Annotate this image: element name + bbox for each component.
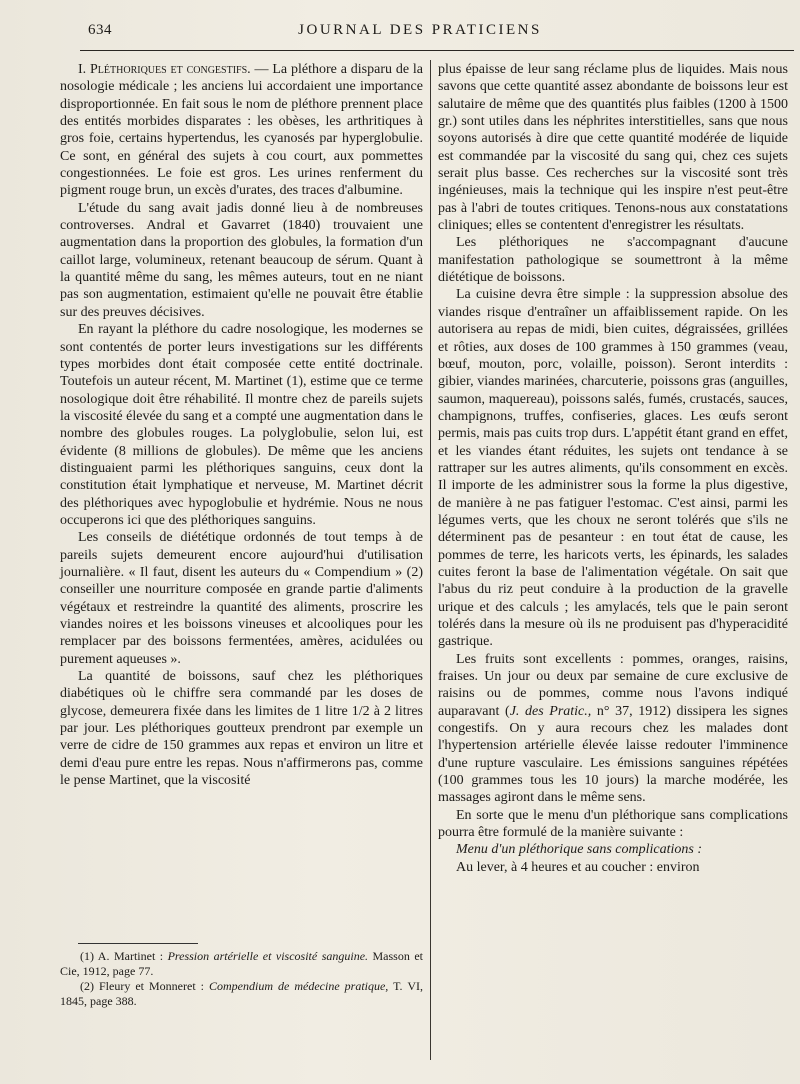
paragraph-plethoriques: I. Pléthoriques et congestifs. — La pléthore a disparu de la nosologie médicale ; les anciens lui accordaient une importance disproportionnée. En fait sous le nom de pléthore prennent place des entités morbides disparates : les obèses, les arthritiques à gros foie, certains hypertendus, les cyanosés par hyperglobulie. Ce sont, en général des sujets à cou court, aux pommettes congestionnées. Le foie est gros. Les urines renferment du pigment rouge brun, un excès d'urates, des traces d'albumine. xyxy=(60,62,423,199)
paragraph-nosologie: En rayant la pléthore du cadre nosologique, les modernes se sont contentés de porter leurs investigations sur les différents types morbides dont était composée cette entité doctrinale. Toutefois un auteur récent, M. Martinet (1), estime que ce terme nosologique doit être réhabilité. Il montre chez de pareils sujets la viscosité élevée du sang et a compté une augmentation dans le nombre des globules rouges. La polyglobulie, selon lui, est évidente (8 millions de globules). De même que les anciens distinguaient parmi les pléthoriques sanguins, ceux dont la constitution était lymphatique et nerveuse, M. Martinet décrit des pléthoriques avec hypoglobulie et hydrémie. Nous ne nous occuperons ici que des pléthoriques sanguins. xyxy=(60,322,423,528)
footnote-2: (2) Fleury et Monneret : Compendium de médecine pratique, T. VI, 1845, page 388. xyxy=(60,979,423,1008)
footnote-1: (1) A. Martinet : Pression artérielle et viscosité sanguine. Masson et Cie, 1912, page 77. xyxy=(60,949,423,978)
section-heading: I. Pléthoriques et congestifs. xyxy=(78,62,251,77)
paragraph-plethoriques-simples: Les pléthoriques ne s'accompagnant d'aucune manifestation pathologique se soumettront à la même diététique de boissons. xyxy=(438,235,788,286)
footnotes xyxy=(60,949,423,1009)
paragraph-sang: L'étude du sang avait jadis donné lieu à de nombreuses controverses. Andral et Gavarret (1840) trouvaient une augmentation dans la proportion des globules, la formation d'un caillot large, volumineux, retenant beaucoup de sérum. Quant à la quantité même du sang, les mêmes auteurs, tout en ne niant pas son augmentation, estimaient qu'elle ne pouvait être établie sur des preuves décisives. xyxy=(60,200,423,320)
page-number: 634 xyxy=(88,22,112,38)
right-column xyxy=(438,61,788,876)
paragraph-viscosite: plus épaisse de leur sang réclame plus de liquides. Mais nous savons que cette quantité assez abondante de boissons leur est salutaire de même que des quantités plus faibles (1200 à 1500 gr.) sont utiles dans les néphrites interstitielles, sans que nous soyons autorisés à dire que cette quantité modérée de liquide est commandée par la viscosité du sang qui, chez ces sujets serait plus basse. Ces recherches sur la viscosité sont très ingénieuses, mais la technique qui les inspire n'est peut-être pas à l'abri de toutes critiques. Tenons-nous aux constatations cliniques; elles se contentent d'enregistrer les résultats. xyxy=(438,62,788,234)
running-title: JOURNAL DES PRATICIENS xyxy=(298,22,542,38)
paragraph-au-lever: Au lever, à 4 heures et au coucher : environ xyxy=(456,859,700,875)
column-divider xyxy=(430,60,431,1060)
left-column xyxy=(60,61,423,789)
header-rule xyxy=(80,50,794,51)
paragraph-boissons: La quantité de boissons, sauf chez les pléthoriques diabétiques où le chiffre sera commandé par les doses de glycose, demeurera fixée dans les limites de 1 litre 1/2 à 2 litres par jour. Les pléthoriques goutteux prendront par exemple un verre de cidre de 150 grammes aux repas et environ un litre et demi d'eau pure entre les repas. Nous n'affirmerons pas, comme le pense Martinet, que la viscosité xyxy=(60,669,423,789)
paragraph-fruits: Les fruits sont excellents : pommes, oranges, raisins, fraises. Un jour ou deux par semaine de cure exclusive de raisins ou de pommes, comme nous l'avons indiqué auparavant (J. des Pratic., n° 37, 1912) dissipera les signes congestifs. On y aura recours chez les malades dont l'hypertension artérielle élevée laisse redouter l'imminence d'une rupture vasculaire. Les émissions sanguines répétées (100 grammes tous les 10 jours) la marche modérée, les massages agiront dans le même sens. xyxy=(438,651,789,806)
page-header xyxy=(60,22,780,44)
paragraph-dietetique: Les conseils de diététique ordonnés de tout temps à de pareils sujets demeurent encore aujourd'hui d'utilisation journalière. « Il faut, disent les auteurs du « Compendium » (2) conseiller une nourriture composée en grande partie d'aliments végétaux et restreindre la quantité des aliments, proscrire les viandes noires et les boissons vineuses et alcooliques pour les remplacer par des boissons fermentées, amères, acidulées ou purement aqueuses ». xyxy=(60,530,423,667)
footnote-rule xyxy=(78,943,198,944)
paragraph-menu-intro: En sorte que le menu d'un pléthorique sans complications pourra être formulé de la manière suivante : xyxy=(438,807,788,841)
paragraph-cuisine: La cuisine devra être simple : la suppression absolue des viandes risque d'entraîner un affaiblissement rapide. On les autorisera au repas de midi, bien cuites, dégraissées, grillées et rôties, aux doses de 100 grammes à 150 grammes (veau, bœuf, mouton, porc, volaille, poisson). Seront interdits : gibier, viandes marinées, charcuterie, poissons gras (anguilles, saumon, maquereau), poissons salés, fumés, crustacés, sauces, champignons, truffes, confiseries, glaces. Les œufs seront permis, mais pas cuits trop durs. L'appétit étant grand en effet, et les viandes étant réduites, les sujets ont tendance à se rattraper sur les autres aliments, qu'ils consomment en excès. Il importe de les administrer sous la forme la plus digestive, de manière à ne pas fatiguer l'estomac. C'est ainsi, parmi les légumes verts, que les choux ne seront tolérés que s'ils ne déterminent pas de pesanteur : en tout état de cause, les pommes de terre, les haricots verts, les épinards, les salades cuites feront la base de l'alimentation végétale. On sait que l'abus du riz peut conduire à la production de la gravelle urique et des calculs ; les amylacés, tels que le pain seront tolérés dans la mesure où ils ne produisent pas d'hyperacidité gastrique. xyxy=(438,287,788,650)
menu-heading: Menu d'un pléthorique sans complications : xyxy=(456,842,703,858)
